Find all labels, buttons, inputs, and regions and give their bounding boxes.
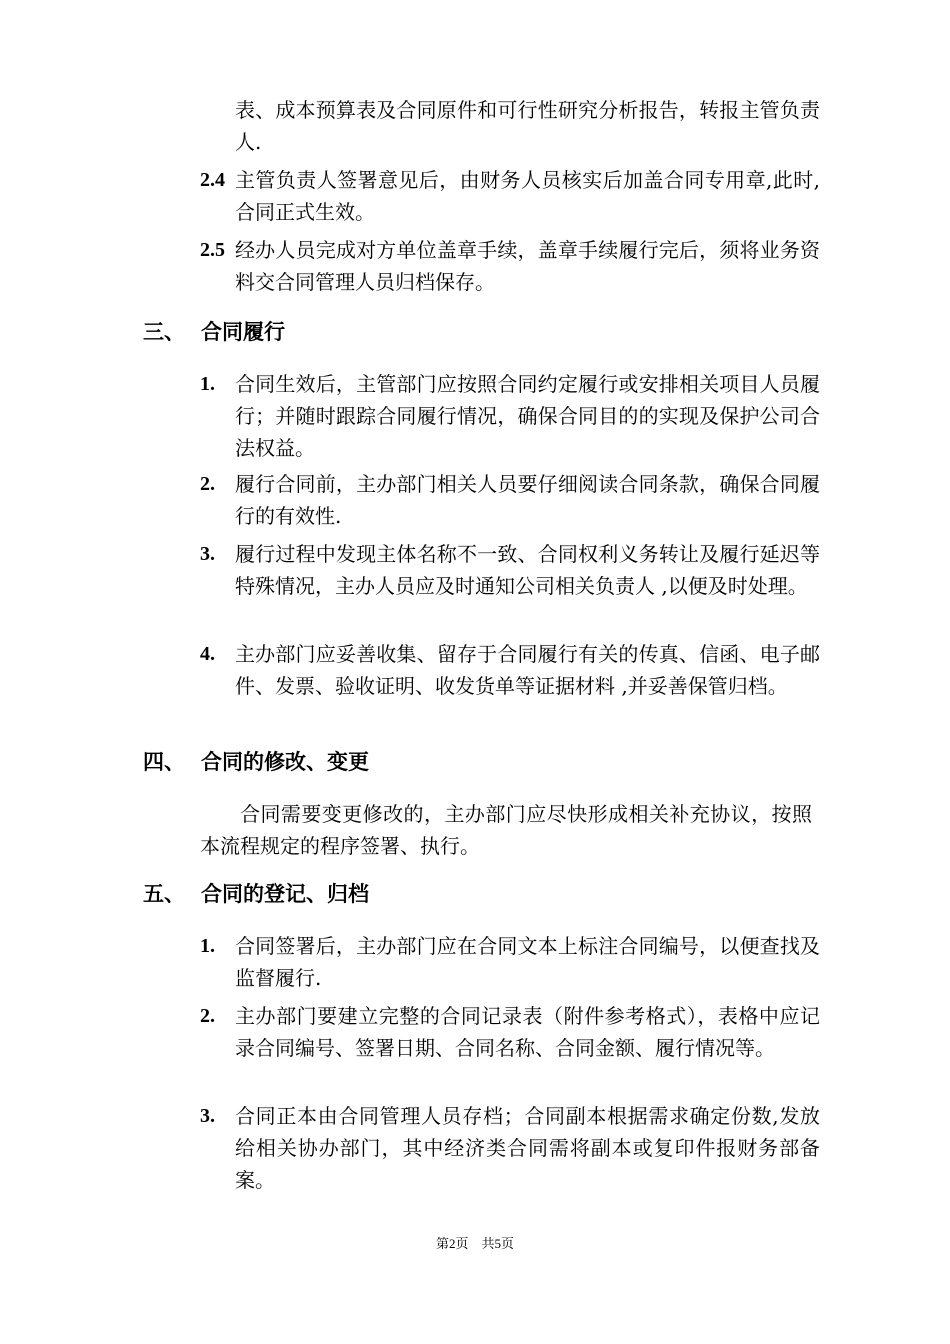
list-item-text: 主办部门要建立完整的合同记录表（附件参考格式），表格中应记录合同编号、签署日期、合同名称、合同金额、履行情况等。 bbox=[235, 1004, 820, 1060]
list-item-text: 合同生效后，主管部门应按照合同约定履行或安排相关项目人员履行；并随时跟踪合同履行情况，确保合同目的的实现及保护公司合法权益。 bbox=[235, 372, 820, 460]
list-item bbox=[200, 1000, 820, 1064]
list-item-text: 履行合同前，主办部门相关人员要仔细阅读合同条款，确保合同履行的有效性. bbox=[235, 472, 820, 528]
step-item bbox=[200, 234, 820, 298]
intro-continuation bbox=[200, 94, 820, 158]
section-title: 合同的修改、变更 bbox=[201, 749, 369, 774]
step-text: 主管负责人签署意见后，由财务人员核实后加盖合同专用章,此时,合同正式生效。 bbox=[235, 168, 820, 224]
list-item-number: 3. bbox=[200, 1105, 215, 1127]
section-title: 合同的登记、归档 bbox=[201, 881, 369, 906]
list-item bbox=[200, 1100, 820, 1196]
list-item bbox=[200, 638, 820, 702]
list-item-text: 合同正本由合同管理人员存档；合同副本根据需求确定份数,发放给相关协办部门，其中经济类合同需将副本或复印件报财务部备案。 bbox=[235, 1104, 820, 1192]
list-item-text: 主办部门应妥善收集、留存于合同履行有关的传真、信函、电子邮件、发票、验收证明、收发货单等证据材料 ,并妥善保管归档。 bbox=[235, 642, 820, 698]
list-item-text: 合同签署后，主办部门应在合同文本上标注合同编号，以便查找及监督履行. bbox=[235, 934, 820, 990]
list-item-number: 1. bbox=[200, 935, 215, 957]
section-number: 三、 bbox=[143, 319, 185, 344]
list-item bbox=[200, 468, 820, 532]
list-item bbox=[200, 368, 820, 464]
list-item-number: 1. bbox=[200, 373, 215, 395]
section-heading bbox=[143, 746, 369, 778]
section-paragraph: 合同需要变更修改的，主办部门应尽快形成相关补充协议，按照本流程规定的程序签署、执行。 bbox=[200, 802, 812, 858]
step-number: 2.5 bbox=[200, 239, 225, 261]
list-item-number: 3. bbox=[200, 543, 215, 565]
list-item-text: 履行过程中发现主体名称不一致、合同权利义务转让及履行延迟等特殊情况，主办人员应及时通知公司相关负责人 ,以便及时处理。 bbox=[235, 542, 820, 598]
section-number: 五、 bbox=[143, 881, 185, 906]
section-heading bbox=[143, 878, 369, 910]
list-item bbox=[200, 538, 820, 602]
section-title: 合同履行 bbox=[201, 319, 285, 344]
page-footer: 第2页 共5页 bbox=[435, 1236, 514, 1251]
intro-continuation-text: 表、成本预算表及合同原件和可行性研究分析报告，转报主管负责人. bbox=[235, 98, 820, 154]
step-number: 2.4 bbox=[200, 169, 225, 191]
section-number: 四、 bbox=[143, 749, 185, 774]
list-item bbox=[200, 930, 820, 994]
list-item-number: 2. bbox=[200, 1005, 215, 1027]
step-text: 经办人员完成对方单位盖章手续，盖章手续履行完后，须将业务资料交合同管理人员归档保存。 bbox=[235, 238, 820, 294]
step-item bbox=[200, 164, 820, 228]
section-heading bbox=[143, 316, 285, 348]
list-item-number: 4. bbox=[200, 643, 215, 665]
list-item-number: 2. bbox=[200, 473, 215, 495]
